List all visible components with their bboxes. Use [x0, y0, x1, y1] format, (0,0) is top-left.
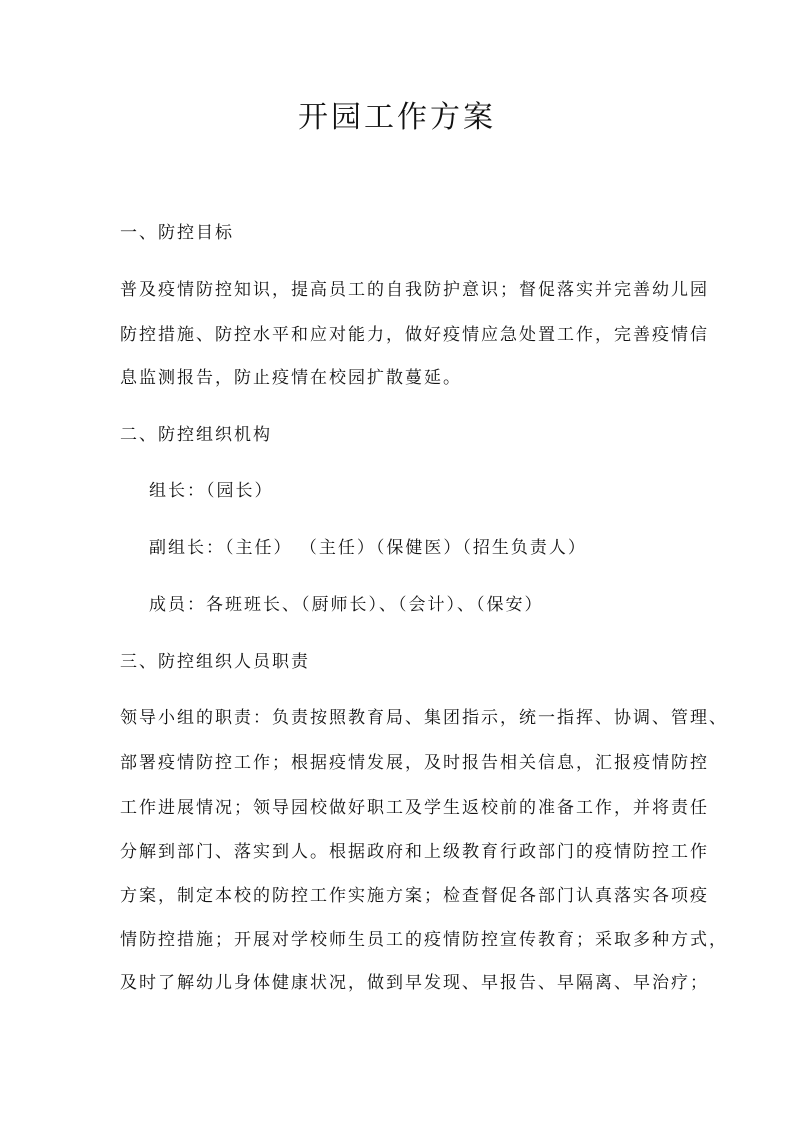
paragraph-line: 部署疫情防控工作；根据疫情发展，及时报告相关信息，汇报疫情防控: [120, 753, 709, 773]
paragraph-line: 领导小组的职责：负责按照教育局、集团指示，统一指挥、协调、管理、: [120, 708, 728, 728]
section-heading-responsibilities: 三、防控组织人员职责: [120, 652, 310, 672]
paragraph-line: 息监测报告，防止疫情在校园扩散蔓延。: [120, 368, 462, 388]
members-line: 成员：各班班长、（厨师长）、（会计）、（保安）: [149, 595, 544, 615]
paragraph-line: 工作进展情况；领导园校做好职工及学生返校前的准备工作，并将责任: [120, 798, 709, 818]
paragraph-line: 防控措施、防控水平和应对能力，做好疫情应急处置工作，完善疫情信: [120, 325, 709, 345]
deputy-leader-line: 副组长：（主任） （主任）（保健医）（招生负责人）: [149, 538, 587, 558]
paragraph-line: 普及疫情防控知识，提高员工的自我防护意识；督促落实并完善幼儿园: [120, 280, 709, 300]
paragraph-line: 分解到部门、落实到人。根据政府和上级教育行政部门的疫情防控工作: [120, 842, 709, 862]
leader-line: 组长：（园长）: [149, 481, 274, 501]
section-heading-organization: 二、防控组织机构: [120, 425, 272, 445]
section-heading-prevention-goals: 一、防控目标: [120, 223, 234, 243]
document-title: 开园工作方案: [298, 100, 496, 135]
paragraph-line: 及时了解幼儿身体健康状况，做到早发现、早报告、早隔离、早治疗；: [120, 973, 709, 993]
paragraph-line: 方案，制定本校的防控工作实施方案；检查督促各部门认真落实各项疫: [120, 886, 709, 906]
paragraph-line: 情防控措施；开展对学校师生员工的疫情防控宣传教育；采取多种方式，: [120, 930, 728, 950]
